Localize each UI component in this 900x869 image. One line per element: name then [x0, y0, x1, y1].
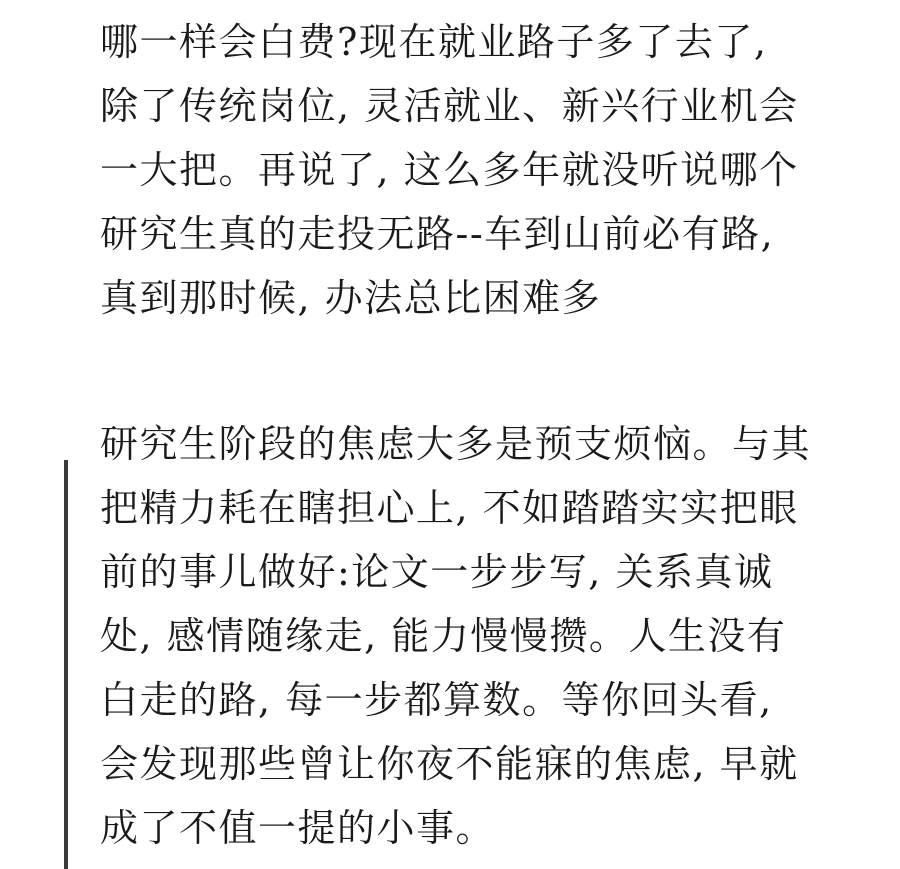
paragraph-2-line: 白走的路, 每一步都算数。等你回头看,	[100, 678, 773, 722]
paragraph-2-line: 处, 感情随缘走, 能力慢慢攒。人生没有	[100, 614, 787, 658]
paragraph-2	[100, 412, 860, 860]
paragraph-1-line: 真到那时候, 办法总比困难多	[100, 276, 602, 320]
paragraph-1	[100, 10, 860, 330]
paragraph-2-line: 前的事儿做好:论文一步步写, 关系真诚	[100, 550, 774, 594]
paragraph-1-line: 研究生真的走投无路--车到山前必有路,	[100, 212, 775, 256]
paragraph-2-line: 成了不值一提的小事。	[100, 806, 496, 850]
paragraph-2-line: 会发现那些曾让你夜不能寐的焦虑, 早就	[100, 742, 799, 786]
paragraph-1-line: 哪一样会白费?现在就业路子多了去了,	[100, 20, 768, 64]
paragraph-2-line: 研究生阶段的焦虑大多是预支烦恼。与其	[100, 422, 812, 466]
paragraph-2-line: 把精力耗在瞎担心上, 不如踏踏实实把眼	[100, 486, 799, 530]
paragraph-1-line: 一大把。再说了, 这么多年就没听说哪个	[100, 148, 799, 192]
paragraph-1-line: 除了传统岗位, 灵活就业、新兴行业机会	[100, 84, 799, 128]
quote-bar	[64, 460, 68, 869]
